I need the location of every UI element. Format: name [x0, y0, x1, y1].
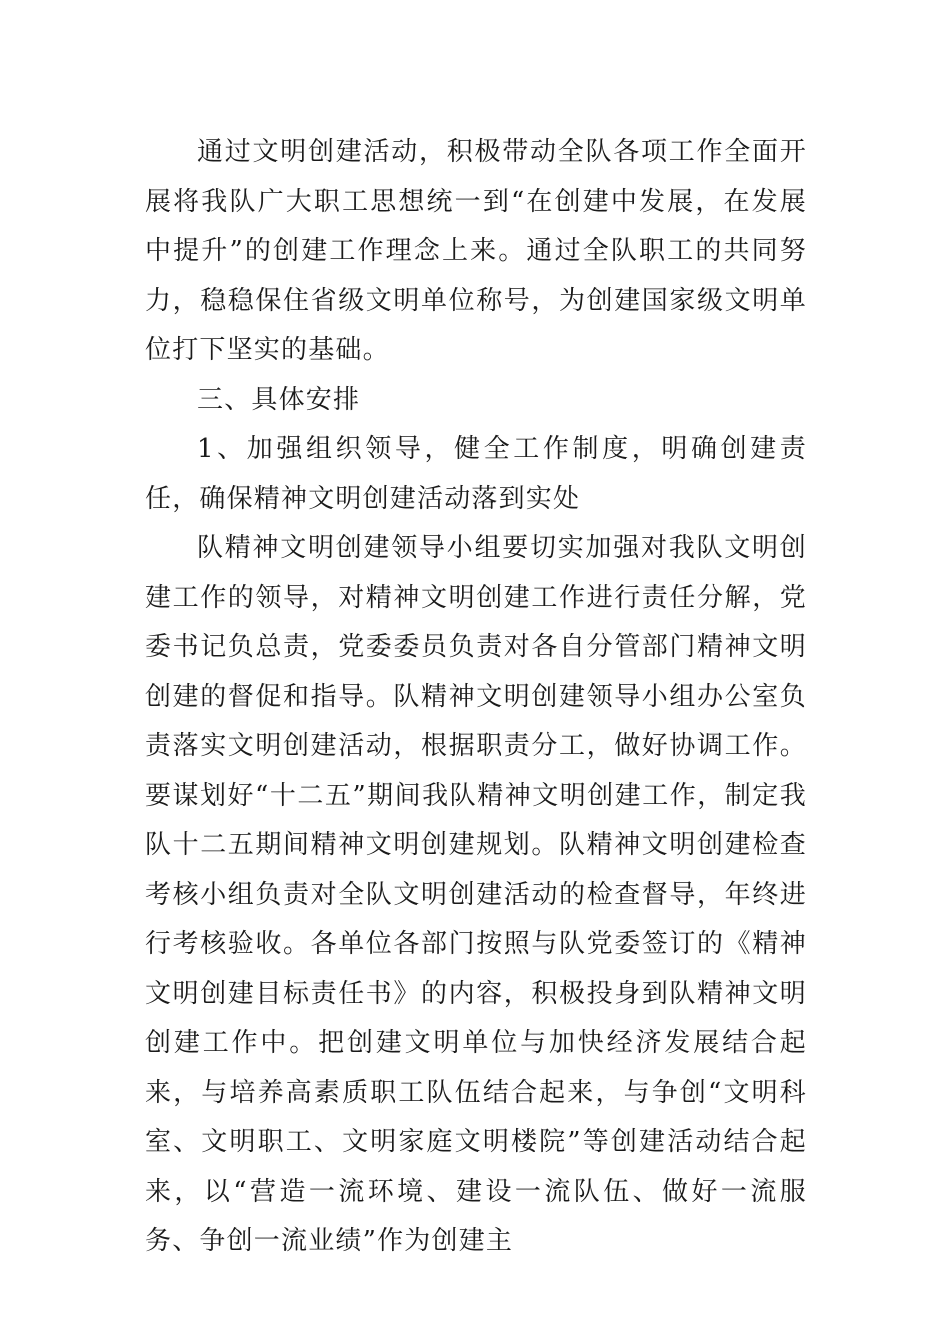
document-body	[145, 128, 807, 1267]
paragraph-item-1-title: 1、加强组织领导，健全工作制度，明确创建责任，确保精神文明创建活动落到实处	[145, 434, 807, 514]
paragraph-leadership: 队精神文明创建领导小组要切实加强对我队文明创建工作的领导，对精神文明创建工作进行责任分解，党委书记负总责，党委委员负责对各自分管部门精神文明创建的督促和指导。队精神文明创建领导小组办公室负责落实文明创建活动，根据职责分工，做好协调工作。要谋划好“十二五”期间我队精神文明创建工作，制定我队十二五期间精神文明创建规划。队精神文明创建检查考核小组负责对全队文明创建活动的检查督导，年终进行考核验收。各单位各部门按照与队党委签订的《精神文明创建目标责任书》的内容，积极投身到队精神文明创建工作中。把创建文明单位与加快经济发展结合起来，与培养高素质职工队伍结合起来，与争创“文明科室、文明职工、文明家庭文明楼院”等创建活动结合起来，以“营造一流环境、建设一流队伍、做好一流服务、争创一流业绩”作为创建主	[145, 533, 807, 1256]
paragraph-goal: 通过文明创建活动，积极带动全队各项工作全面开展将我队广大职工思想统一到“在创建中发展，在发展中提升”的创建工作理念上来。通过全队职工的共同努力，稳稳保住省级文明单位称号，为创建国家级文明单位打下坚实的基础。	[145, 137, 807, 365]
section-heading-arrangement: 三、具体安排	[197, 384, 361, 415]
